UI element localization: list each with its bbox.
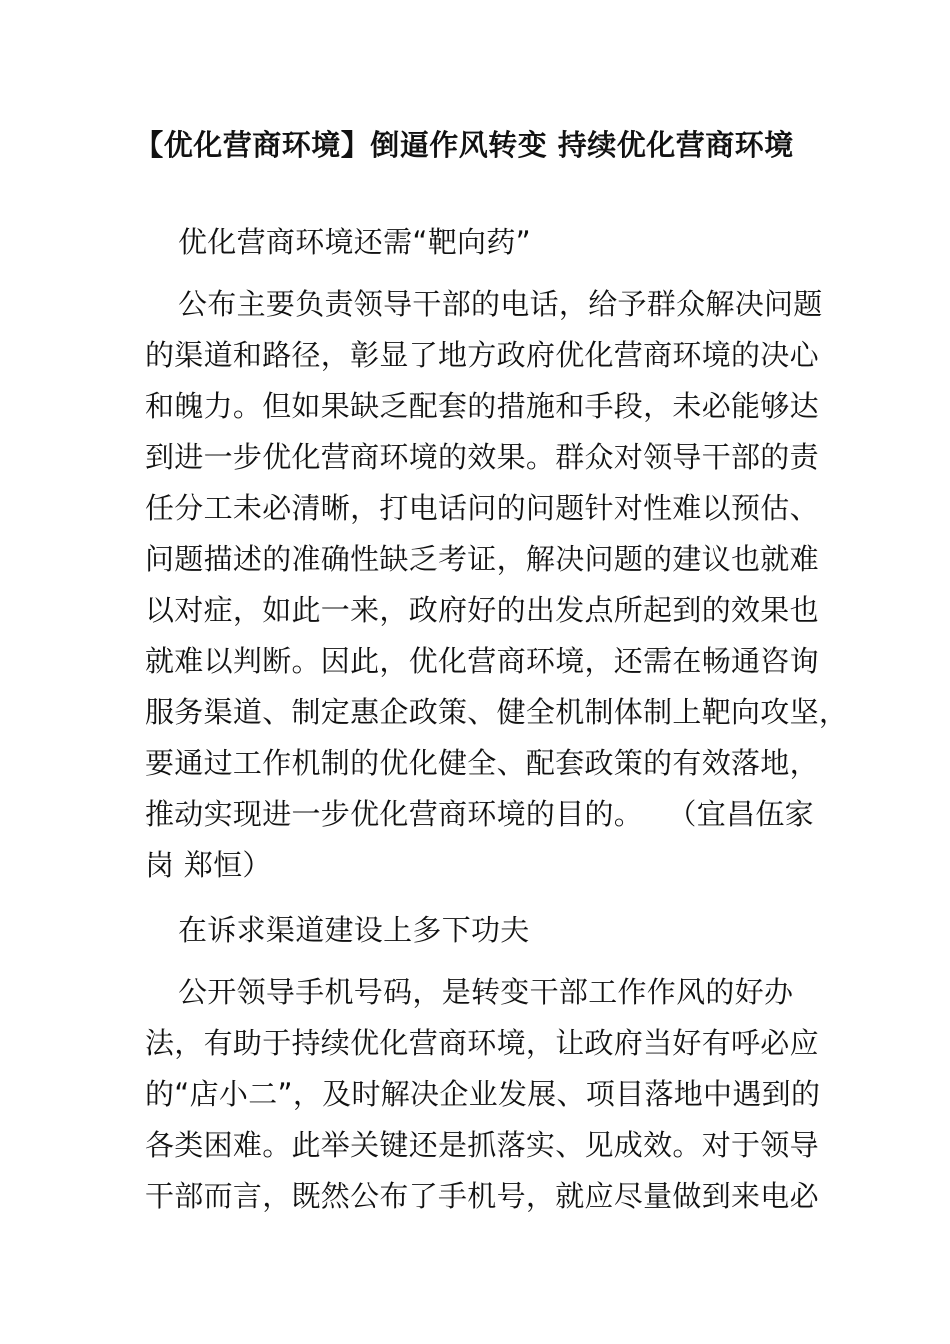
paragraph-line: 法，有助于持续优化营商环境，让政府当好有呼必应	[145, 1026, 819, 1060]
paragraph-line: 干部而言，既然公布了手机号，就应尽量做到来电必	[145, 1179, 819, 1213]
paragraph-line: 公开领导手机号码，是转变干部工作作风的好办	[178, 975, 794, 1009]
paragraph-line: 和魄力。但如果缺乏配套的措施和手段，未必能够达	[145, 389, 819, 423]
paragraph-line: 服务渠道、制定惠企政策、健全机制体制上靶向攻坚，	[145, 695, 849, 729]
paragraph-line: 推动实现进一步优化营商环境的目的。 （宜昌伍家	[145, 797, 814, 831]
section-heading-1: 优化营商环境还需“靶向药”	[178, 225, 531, 259]
paragraph-line: 以对症，如此一来，政府好的出发点所起到的效果也	[145, 593, 819, 627]
paragraph-line: 问题描述的准确性缺乏考证，解决问题的建议也就难	[145, 542, 819, 576]
paragraph-line: 就难以判断。因此，优化营商环境，还需在畅通咨询	[145, 644, 819, 678]
paragraph-line: 各类困难。此举关键还是抓落实、见成效。对于领导	[145, 1128, 819, 1162]
paragraph-line: 的渠道和路径，彰显了地方政府优化营商环境的决心	[145, 338, 819, 372]
paragraph-line: 公布主要负责领导干部的电话，给予群众解决问题	[178, 287, 823, 321]
document-title: 【优化营商环境】倒逼作风转变 持续优化营商环境	[134, 128, 794, 162]
paragraph-line: 任分工未必清晰，打电话问的问题针对性难以预估、	[145, 491, 819, 525]
paragraph-line: 要通过工作机制的优化健全、配套政策的有效落地，	[145, 746, 819, 780]
paragraph-line: 的“店小二”，及时解决企业发展、项目落地中遇到的	[145, 1077, 821, 1111]
paragraph-line: 到进一步优化营商环境的效果。群众对领导干部的责	[145, 440, 819, 474]
section-heading-2: 在诉求渠道建设上多下功夫	[178, 913, 530, 947]
paragraph-line: 岗 郑恒）	[145, 848, 272, 882]
